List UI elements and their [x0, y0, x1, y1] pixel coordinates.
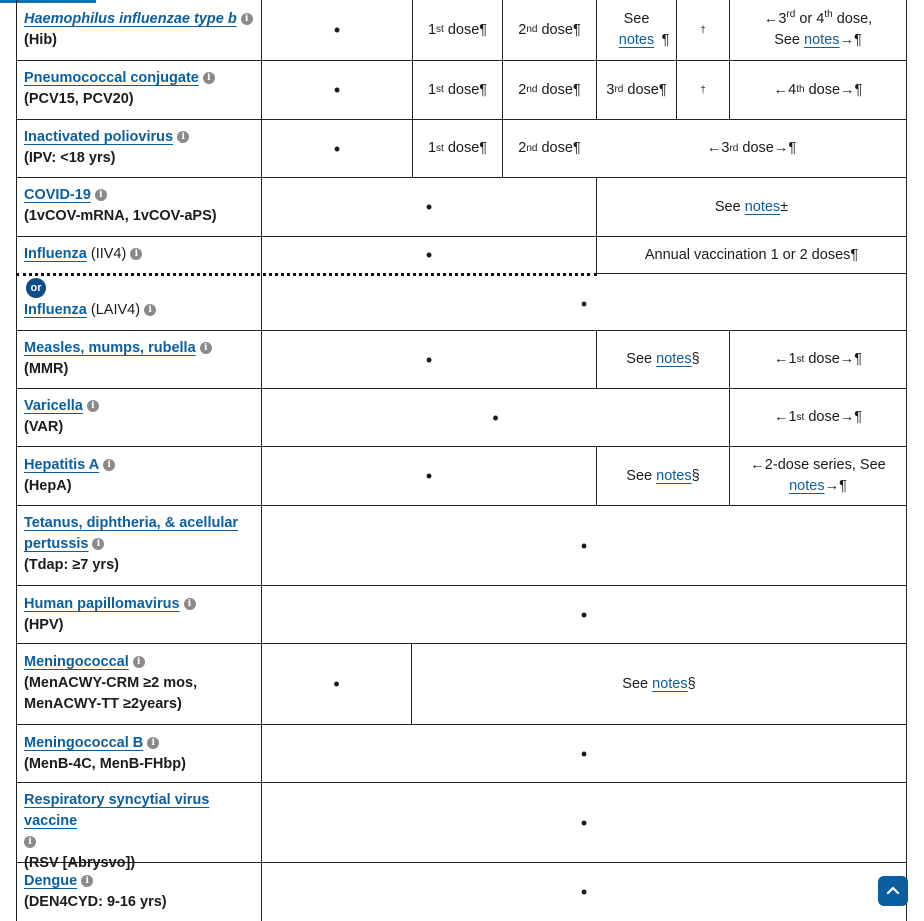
influenza-laiv4-link[interactable]: Influenza: [24, 302, 87, 318]
covid-link[interactable]: COVID-19: [24, 187, 91, 203]
vaccine-name-hpv: [24, 594, 196, 636]
ipv-link[interactable]: Inactivated poliovirus: [24, 129, 174, 145]
pcv-link[interactable]: Pneumococcal conjugate: [24, 70, 199, 86]
varicella-link[interactable]: Varicella: [24, 398, 83, 414]
vaccine-abbrev: (RSV [Abrysvo]): [24, 855, 136, 871]
dose-bullet: •: [425, 466, 433, 486]
dose-bullet: •: [425, 245, 433, 265]
vaccine-name-tdap: [24, 513, 256, 576]
vaccine-name-hib: [24, 9, 253, 51]
dose-cell: 2 nd dose¶: [518, 21, 581, 38]
mmr-link[interactable]: Measles, mumps, rubella: [24, 340, 196, 356]
notes-link[interactable]: notes: [618, 32, 655, 48]
tdap-link[interactable]: Tetanus, diphtheria, & acellular pertussis: [24, 515, 239, 552]
vaccine-name-rsv: [24, 790, 260, 874]
notes-link[interactable]: notes: [789, 478, 825, 494]
info-icon[interactable]: i: [133, 656, 145, 668]
vaccine-name-mmr: [24, 338, 212, 380]
dose-bullet: •: [580, 882, 588, 902]
hpv-link[interactable]: Human papillomavirus: [24, 596, 180, 612]
vaccine-name-varicella: [24, 396, 99, 438]
vaccine-name-influenza-laiv4: Influenza (LAIV4) i: [24, 300, 156, 321]
notes-link[interactable]: notes: [744, 198, 781, 215]
or-badge: or: [26, 278, 46, 298]
dose-cell: ←4 th dose→¶: [773, 81, 863, 98]
vaccine-abbrev: (MMR): [24, 361, 69, 377]
notes-link[interactable]: notes: [656, 351, 692, 367]
notes-cell: See notes ±: [597, 178, 906, 236]
influenza-link[interactable]: Influenza: [24, 246, 87, 262]
dose-bullet: •: [333, 20, 341, 40]
hepa-link[interactable]: Hepatitis A: [24, 457, 100, 473]
notes-link[interactable]: notes: [652, 675, 688, 692]
vaccine-abbrev: (Hib): [24, 32, 58, 48]
info-icon[interactable]: i: [95, 189, 107, 201]
vaccine-abbrev: (PCV15, PCV20): [24, 91, 134, 107]
vaccine-name-pcv: [24, 68, 215, 110]
vaccine-name-covid: [24, 185, 217, 227]
info-icon[interactable]: i: [81, 875, 93, 887]
info-icon[interactable]: i: [177, 131, 189, 143]
vaccine-name-menacwy: [24, 652, 244, 715]
row-divider: [597, 273, 907, 274]
dose-bullet: •: [425, 197, 433, 217]
vaccine-name-influenza-iiv4: Influenza (IIV4) i: [24, 244, 142, 265]
vaccine-abbrev: (Tdap: ≥7 yrs): [24, 557, 119, 573]
vaccine-abbrev: (DEN4CYD: 9-16 yrs): [24, 894, 167, 910]
vaccine-abbrev: (HPV): [24, 617, 64, 633]
vaccine-abbrev: (VAR): [24, 419, 64, 435]
dose-cell: ←2-dose series, See notes→¶: [750, 457, 886, 494]
rsv-link[interactable]: Respiratory syncytial virus vaccine: [24, 792, 210, 829]
vaccine-name-ipv: [24, 127, 189, 169]
info-icon[interactable]: i: [200, 342, 212, 354]
hib-link[interactable]: Haemophilus influenzae type b: [24, 11, 237, 27]
notes-link[interactable]: notes: [804, 32, 840, 48]
dose-bullet: •: [580, 293, 588, 314]
chevron-up-icon: [886, 884, 900, 898]
dengue-link[interactable]: Dengue: [24, 873, 78, 889]
notes-link[interactable]: notes: [656, 467, 692, 484]
dose-bullet: •: [425, 349, 433, 370]
catch-up-schedule-table: [16, 0, 907, 921]
vaccine-name-dengue: [24, 871, 167, 913]
dose-cell: 1 st dose¶: [427, 81, 488, 98]
dose-bullet: •: [333, 80, 341, 100]
notes-cell: See notes ¶: [597, 0, 676, 60]
dose-bullet: •: [580, 743, 588, 764]
dose-cell: ←1 st dose→¶: [773, 351, 863, 367]
or-dotted-divider: [16, 273, 597, 276]
vaccine-abbrev: (MenB-4C, MenB-FHbp): [24, 756, 186, 772]
notes-cell: See notes §: [412, 644, 906, 724]
vaccine-name-menb: [24, 733, 186, 775]
dose-bullet: •: [492, 407, 499, 428]
menb-link[interactable]: Meningococcal B: [24, 735, 144, 751]
dagger-mark: †: [700, 84, 706, 96]
dose-cell: 1 st dose¶: [427, 140, 488, 156]
vaccine-abbrev: (HepA): [24, 478, 72, 494]
dose-cell: ←3 rd dose→¶: [706, 140, 797, 156]
annual-vaccination-cell: Annual vaccination 1 or 2 doses¶: [644, 246, 859, 263]
notes-cell: See notes §: [597, 331, 729, 388]
info-icon[interactable]: i: [144, 304, 156, 316]
info-icon[interactable]: i: [87, 400, 99, 412]
dose-cell: 1 st dose¶: [427, 21, 488, 38]
notes-cell: See notes §: [597, 447, 729, 505]
dose-bullet: •: [580, 812, 588, 833]
back-to-top-button[interactable]: [878, 876, 908, 906]
info-icon[interactable]: i: [241, 13, 253, 25]
dose-bullet: •: [580, 604, 588, 625]
info-icon[interactable]: i: [147, 737, 159, 749]
dose-cell: ←3rd or 4th dose, See notes→¶: [763, 9, 873, 48]
dose-cell: ←1 st dose→¶: [773, 409, 863, 425]
vaccine-name-hepa: [24, 455, 115, 497]
info-icon[interactable]: i: [203, 72, 215, 84]
info-icon[interactable]: i: [184, 598, 196, 610]
dose-cell: 3 rd dose¶: [606, 81, 667, 98]
dose-cell: 2 nd dose¶: [518, 140, 581, 156]
info-icon[interactable]: i: [24, 836, 36, 848]
vaccine-abbrev: (MenACWY-CRM ≥2 mos, MenACWY-TT ≥2years): [24, 675, 198, 712]
vaccine-abbrev: (1vCOV-mRNA, 1vCOV-aPS): [24, 208, 217, 224]
info-icon[interactable]: i: [130, 248, 142, 260]
info-icon[interactable]: i: [92, 538, 104, 550]
menacwy-link[interactable]: Meningococcal: [24, 654, 129, 670]
dagger-mark: †: [700, 24, 706, 36]
dose-cell: 2 nd dose¶: [518, 81, 581, 98]
dose-bullet: •: [333, 674, 340, 694]
vaccine-abbrev: (IPV: <18 yrs): [24, 150, 116, 166]
dose-bullet: •: [580, 535, 588, 556]
info-icon[interactable]: i: [103, 459, 115, 471]
dose-bullet: •: [333, 138, 341, 159]
